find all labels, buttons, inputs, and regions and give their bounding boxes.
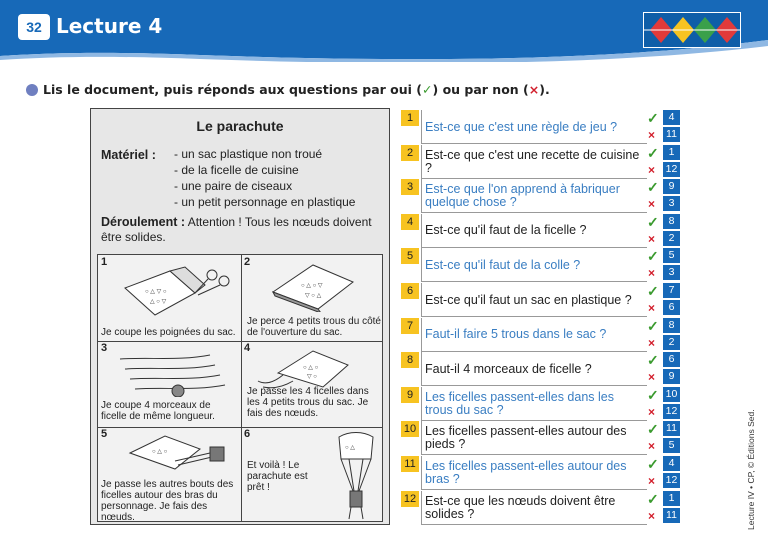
row-divider [421,421,422,455]
step-caption: Je passe les autres bouts des ficelles autour des bras du personnage. Je fais des nœuds. [101,479,234,523]
bullet-icon [26,84,38,96]
question-row [401,145,683,179]
question-row [401,421,683,455]
row-divider [421,248,422,282]
question-text: Est-ce que l'on apprend à fabriquer quelque chose ? [425,182,620,210]
step-2 [241,255,384,341]
yes-code-box: 8 [663,318,680,333]
row-divider [421,524,647,525]
answer-choices [645,283,683,317]
question-row [401,387,683,421]
check-icon[interactable]: ✓ [647,213,659,230]
answer-choices [645,318,683,352]
yes-code-box: 6 [663,352,680,367]
step-caption: Je coupe 4 morceaux de ficelle de même longueur. [101,400,215,422]
question-row [401,110,683,144]
yes-code-box: 1 [663,491,680,506]
question-row [401,456,683,490]
question-number: 10 [401,421,419,437]
question-row [401,318,683,352]
question-row [401,248,683,282]
yes-code-box: 8 [663,214,680,229]
svg-text:○ △ ○: ○ △ ○ [152,449,168,455]
credit-text: Lecture IV • CP, © Éditions Sed. [746,409,756,530]
bag-figure-illustration [100,431,240,473]
question-number: 4 [401,214,419,230]
check-icon[interactable]: ✓ [647,490,659,507]
instruction-text-2: ) ou par non ( [432,82,529,97]
yes-code-box: 1 [663,145,680,160]
svg-text:○ △ ▽ ○: ○ △ ▽ ○ [145,289,167,295]
step-6 [241,427,384,523]
no-code-box: 2 [663,335,680,350]
row-divider [421,110,422,144]
yes-code-box: 11 [663,421,680,436]
svg-text:▽ ○ △: ▽ ○ △ [305,293,322,299]
step-caption: Je coupe les poignées du sac. [101,327,236,338]
answer-choices [645,352,683,386]
answer-choices [645,491,683,525]
yes-code-box: 5 [663,248,680,263]
instruction [26,82,550,97]
question-number: 1 [401,110,419,126]
materiel-item: - un petit personnage en plastique [174,195,356,209]
row-divider [421,283,422,317]
question-number: 6 [401,283,419,299]
cross-icon[interactable]: × [648,439,656,454]
question-number: 3 [401,179,419,195]
answer-choices [645,110,683,144]
parachute-document [90,108,390,525]
check-icon[interactable]: ✓ [647,352,659,369]
row-divider [421,145,422,179]
svg-text:△ ○ ▽: △ ○ ▽ [150,299,167,305]
bag-holes-illustration [243,257,383,312]
step-number: 4 [244,342,251,354]
yes-code-box: 10 [663,387,680,402]
row-divider [421,491,422,525]
page-number: 32 [18,14,50,40]
steps-grid [97,254,383,522]
step-1 [98,255,241,341]
no-code-box: 9 [663,369,680,384]
no-code-box: 12 [663,404,680,419]
question-number: 12 [401,491,419,507]
step-number: 1 [101,256,108,268]
materiel-list [174,146,355,210]
yes-code-box: 4 [663,456,680,471]
check-icon[interactable]: ✓ [647,456,659,472]
answer-choices [645,456,683,490]
step-number: 3 [101,342,108,354]
materiel-item: - un sac plastique non troué [174,147,323,161]
yes-code-box: 4 [663,110,680,125]
question-number: 9 [401,387,419,403]
parachute-illustration [331,429,381,521]
question-text: Est-ce que les nœuds doivent être solides ? [425,493,616,521]
question-row [401,214,683,248]
cross-icon: × [528,82,540,97]
cross-icon[interactable]: × [648,404,656,419]
question-row [401,352,683,386]
check-icon[interactable]: ✓ [647,317,659,334]
answer-choices [645,248,683,282]
no-code-box: 6 [663,300,680,315]
answer-choices [645,145,683,179]
deroulement-text: Attention ! Tous les nœuds doivent être solides. [101,215,372,244]
no-code-box: 12 [663,162,680,177]
question-number: 2 [401,145,419,161]
question-row [401,283,683,317]
answer-choices [645,387,683,421]
step-number: 5 [101,428,108,440]
cross-icon[interactable]: × [648,508,656,523]
page-title: Lecture 4 [56,14,163,38]
no-code-box: 5 [663,438,680,453]
no-code-box: 3 [663,265,680,280]
question-number: 11 [401,456,419,472]
question-number: 5 [401,248,419,264]
question-text: Est-ce qu'il faut de la colle ? [425,257,581,272]
diamond-logo-icon [643,12,741,48]
materiel-item: - de la ficelle de cuisine [174,163,299,177]
question-row [401,491,683,525]
row-divider [421,214,422,248]
string-pieces-illustration [100,347,240,397]
row-divider [421,318,422,352]
svg-text:▽ ○: ▽ ○ [307,374,317,380]
step-number: 2 [244,256,251,268]
no-code-box: 3 [663,196,680,211]
row-divider [421,352,422,386]
bag-strings-illustration [243,345,383,390]
yes-code-box: 9 [663,179,680,194]
no-code-box: 11 [663,508,680,523]
answer-choices [645,179,683,213]
materiel-item: - une paire de ciseaux [174,179,293,193]
cross-icon[interactable]: × [648,370,656,385]
step-number: 6 [244,428,251,440]
cross-icon[interactable]: × [648,197,656,212]
bag-scissors-illustration [100,263,240,323]
check-icon[interactable]: ✓ [647,283,659,299]
credit-vertical [741,409,761,530]
svg-text:○ △ ○: ○ △ ○ [303,365,319,371]
question-row [401,179,683,213]
yes-code-box: 7 [663,283,680,298]
question-text: Faut-il 4 morceaux de ficelle ? [425,361,592,376]
cross-icon[interactable]: × [648,231,656,246]
question-text: Les ficelles passent-elles autour des bras ? [425,459,627,486]
deroulement [101,215,381,245]
no-code-box: 2 [663,231,680,246]
check-icon[interactable]: ✓ [647,179,659,196]
check-icon[interactable]: ✓ [647,110,659,126]
svg-text:○ △: ○ △ [345,445,355,451]
question-text: Est-ce qu'il faut de la ficelle ? [425,223,587,238]
question-text: Les ficelles passent-elles autour des pieds ? [425,424,627,452]
question-number: 8 [401,352,419,368]
no-code-box: 12 [663,473,680,488]
cross-icon[interactable]: × [648,128,656,142]
question-number: 7 [401,318,419,334]
header-band [0,0,768,62]
question-text: Faut-il faire 5 trous dans le sac ? [425,327,607,342]
question-text: Est-ce qu'il faut un sac en plastique ? [425,292,632,307]
step-4 [241,341,384,427]
cross-icon[interactable]: × [648,162,656,177]
check-icon[interactable]: ✓ [647,386,659,403]
no-code-box: 11 [663,127,680,142]
svg-text:○ △ ○ ▽: ○ △ ○ ▽ [301,283,323,289]
answer-choices [645,214,683,248]
step-caption: Et voilà ! Le parachute est prêt ! [247,460,308,493]
row-divider [421,387,422,421]
step-5 [98,427,241,523]
cross-icon[interactable]: × [648,301,656,315]
question-text: Est-ce que c'est une règle de jeu ? [425,119,618,134]
cross-icon[interactable]: × [648,474,656,488]
question-text: Les ficelles passent-elles dans les trous du sac ? [425,389,614,417]
row-divider [421,179,422,213]
question-text: Est-ce que c'est une recette de cuisine ? [425,147,640,175]
instruction-text-1: Lis le document, puis réponds aux questions par oui ( [43,82,423,97]
cross-icon[interactable]: × [648,266,656,281]
step-caption: Je passe les 4 ficelles dans les 4 petits trous du sac. Je fais des nœuds. [247,386,369,419]
check-icon[interactable]: ✓ [647,421,659,438]
materiel-label: Matériel : [101,148,156,162]
step-caption: Je perce 4 petits trous du côté de l'ouverture du sac. [247,316,381,338]
document-title: Le parachute [196,118,284,134]
check-icon[interactable]: ✓ [647,144,659,161]
step-3 [98,341,241,427]
check-icon[interactable]: ✓ [647,248,659,265]
check-icon: ✓ [422,82,433,97]
cross-icon[interactable]: × [648,335,656,350]
answer-choices [645,421,683,455]
deroulement-label: Déroulement : [101,215,186,229]
row-divider [421,456,422,490]
instruction-text-3: ). [539,82,550,97]
